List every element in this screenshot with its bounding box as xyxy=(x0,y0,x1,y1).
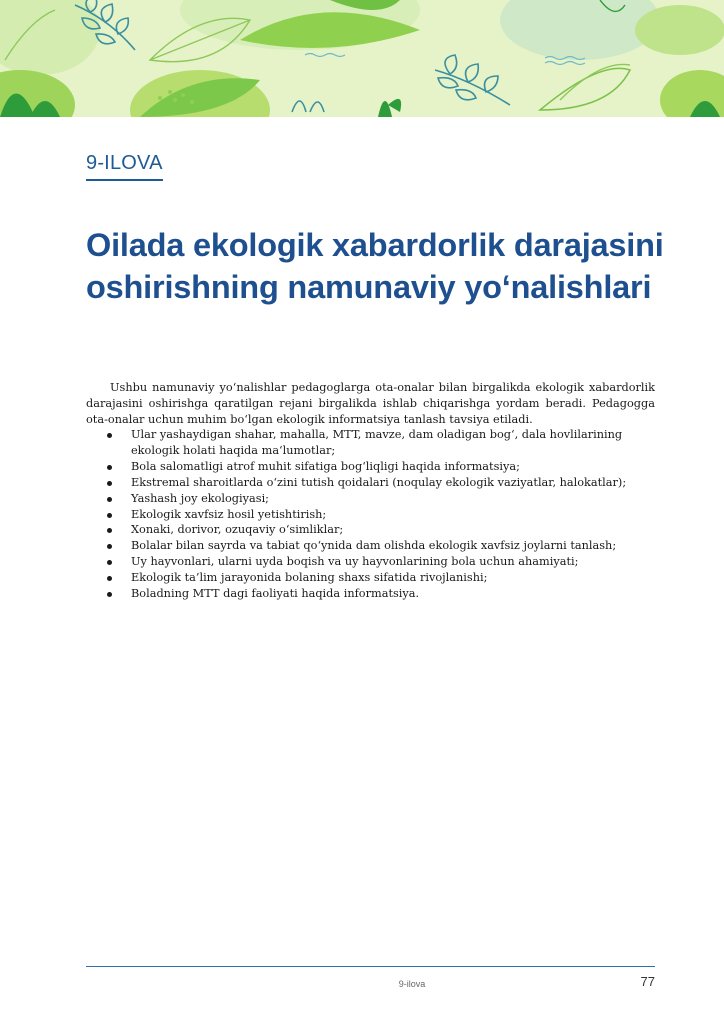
list-item xyxy=(86,554,655,570)
list-item xyxy=(86,507,655,523)
bullet-icon xyxy=(107,528,112,533)
footer-divider xyxy=(86,966,655,967)
bullet-icon xyxy=(107,560,112,565)
list-item-text: Xonaki, dorivor, ozuqaviy o‘simliklar; xyxy=(131,523,344,537)
list-item xyxy=(86,475,655,491)
bullet-icon xyxy=(107,513,112,518)
list-item-text: Ular yashaydigan shahar, mahalla, MTT, mavze, dam oladigan bog‘, dala hovlilarining ekologik holati haqida ma‘lumotlar; xyxy=(131,428,623,457)
bullet-icon xyxy=(107,544,112,549)
topics-list xyxy=(86,427,655,602)
list-item xyxy=(86,491,655,507)
list-item-text: Boladning MTT dagi faoliyati haqida informatsiya. xyxy=(131,587,420,601)
bullet-icon xyxy=(107,497,112,502)
list-item xyxy=(86,427,655,459)
bullet-icon xyxy=(107,592,112,597)
list-item-text: Ekologik ta’lim jarayonida bolaning shaxs sifatida rivojlanishi; xyxy=(131,571,488,585)
bullet-icon xyxy=(107,481,112,486)
blob-shape xyxy=(635,5,724,55)
blob-shape xyxy=(0,0,100,75)
page-title: Oilada ekologik xabardorlik darajasini oshirishning namunaviy yo‘nalishlari xyxy=(86,227,664,305)
bullet-icon xyxy=(107,465,112,470)
list-item xyxy=(86,538,655,554)
leaf-outline xyxy=(540,68,630,110)
list-item-text: Bola salomatligi atrof muhit sifatiga bog‘liqligi haqida informatsiya; xyxy=(131,459,520,473)
appendix-label: 9-ILOVA xyxy=(86,151,163,181)
list-item xyxy=(86,570,655,586)
intro-paragraph: Ushbu namunaviy yo‘nalishlar pedagoglarga ota-onalar bilan birgalikda ekologik xabardorlik darajasini oshirishga qaratilgan rejani birgalikda ishlab chiqarishga yordam beradi. Pedagogga ota-onalar uchun muhim bo‘lgan ekologik informatsiya tanlash tavsiya etiladi. xyxy=(86,381,655,426)
list-item-text: Yashash joy ekologiyasi; xyxy=(131,491,269,505)
list-item xyxy=(86,586,655,602)
list-item-text: Ekstremal sharoitlarda o‘zini tutish qoidalari (noqulay ekologik vaziyatlar, halokatlar); xyxy=(131,475,627,489)
bullet-icon xyxy=(107,433,112,438)
bullet-icon xyxy=(107,576,112,581)
list-item-text: Ekologik xavfsiz hosil yetishtirish; xyxy=(131,507,327,521)
list-item xyxy=(86,522,655,538)
list-item-text: Bolalar bilan sayrda va tabiat qo‘ynida dam olishda ekologik xavfsiz joylarni tanlash; xyxy=(131,539,617,553)
list-item xyxy=(86,459,655,475)
footer-label: 9-ilova xyxy=(398,979,426,989)
page-number: 77 xyxy=(640,974,655,989)
decorative-leaf-banner xyxy=(0,0,724,117)
list-item-text: Uy hayvonlari, ularni uyda boqish va uy hayvonlarining bola uchun ahamiyati; xyxy=(131,555,579,569)
leaf-pattern-illustration xyxy=(0,0,724,117)
